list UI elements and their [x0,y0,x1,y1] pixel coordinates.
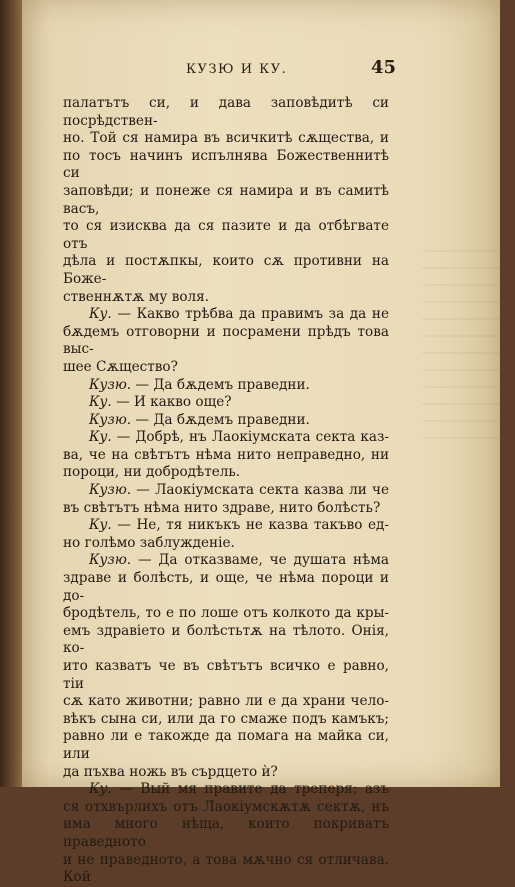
line-text: — Да бѫдемъ праведни. [135,376,310,393]
line-text: шее Сѫщество? [63,358,178,375]
line-text: пороци, ни добродѣтель. [63,464,241,481]
text-line [63,852,389,887]
speaker-name: Ку. [89,306,112,323]
text-line [63,447,389,465]
line-text: — И какво още? [116,394,232,411]
text-line [63,517,389,535]
line-text: ито казватъ че въ свѣтътъ всичко е равно, тіи [63,658,389,692]
text-line [63,781,389,799]
text-line [63,218,389,253]
text-line [63,570,389,605]
text-line [63,816,389,851]
speaker-name: Ку. [89,517,112,534]
line-text: заповѣди; и понеже ся намира и въ самитѣ васъ, [63,182,389,217]
text-line [63,95,389,130]
text-line [63,605,389,623]
page-number: 45 [371,57,397,78]
speaker-name: Кузю. [89,482,132,499]
running-title: КУЗЮ И КУ. [186,62,288,77]
text-line [63,359,389,377]
line-text: но. Той ся намира въ всичкитѣ сѫщества, и [63,130,389,147]
book-gutter-edge [0,0,22,787]
text-line [63,429,389,447]
text-line [63,799,389,817]
text-line [63,253,389,288]
line-text: има много нѣща, които покриватъ праведното [63,816,389,850]
text-line [63,130,389,148]
line-text: здраве и болѣсть, и още, че нѣма пороци и до- [63,570,389,604]
speaker-name: Ку. [89,429,112,446]
show-through-texture [422,250,512,450]
text-line [63,500,389,518]
line-text: емъ здравіето и болѣстьтѫ на тѣлото. Онія, ко- [63,622,389,657]
speaker-name: Кузю. [89,552,132,569]
line-text: ственнѫтѫ му воля. [63,288,210,305]
line-text: сѫ като животни; равно ли е да храни чело- [63,693,389,710]
line-text: — Лаокіумската секта казва ли че [136,482,389,499]
text-line [63,324,389,359]
text-line [63,306,389,324]
text-line [63,394,389,412]
text-line [63,658,389,693]
text-line [63,693,389,711]
line-text: — Не, тя никъкъ не казва такъво ед- [117,517,389,534]
line-text: дѣла и постѫпкы, които сѫ противни на Боже- [63,253,389,287]
line-text: — Да отказваме, че душата нѣма [137,552,389,569]
line-text: по тосъ начинъ испълнява Божественнитѣ си [63,147,389,182]
line-text: бродѣтель, то е по лоше отъ колкото да кры- [63,605,389,622]
line-text: — Какво трѣбва да правимъ за да не [117,306,389,323]
text-line [63,482,389,500]
text-line [63,623,389,658]
line-text: ся отхвърлихъ отъ Лаокіумскѫтѫ сектѫ, нъ [63,798,389,815]
line-text: палатътъ си, и дава заповѣдитѣ си посрѣдствен- [63,95,389,129]
line-text: но голѣмо заблужденіе. [63,534,235,551]
speaker-name: Кузю. [89,411,132,428]
text-line [63,711,389,729]
speaker-name: Ку. [89,781,112,798]
line-text: то ся изисква да ся пазите и да отбѣгвате отъ [63,218,389,252]
line-text: бѫдемъ отговорни и посрамени прѣдъ това выс- [63,323,389,358]
text-line [63,464,389,482]
line-text: да пъхва ножь въ сърдцето ѝ? [63,763,278,780]
text-line [63,535,389,553]
text-line [63,764,389,782]
line-text: — Вый мя правите да треперя; азъ [119,781,389,798]
line-text: — Добрѣ, нъ Лаокіумската секта каз- [116,429,389,446]
line-text: равно ли е такожде да помага на майка си, или [63,728,389,762]
text-line [63,183,389,218]
text-line [63,148,389,183]
text-line [63,377,389,395]
text-line [63,289,389,307]
body-text [63,95,389,887]
speaker-name: Кузю. [89,376,132,393]
text-line [63,552,389,570]
text-line [63,412,389,430]
text-line [63,728,389,763]
line-text: — Да бѫдемъ праведни. [135,411,310,428]
line-text: и не праведното, а това мѫчно ся отличава. Кой [63,851,389,886]
speaker-name: Ку. [89,394,112,411]
line-text: ва, че на свѣтътъ нѣма нито неправедно, ни [63,446,389,463]
line-text: вѣкъ сына си, или да го смаже подъ камъкъ; [63,710,389,727]
line-text: въ свѣтътъ нѣма нито здраве, нито болѣсть? [63,499,381,516]
